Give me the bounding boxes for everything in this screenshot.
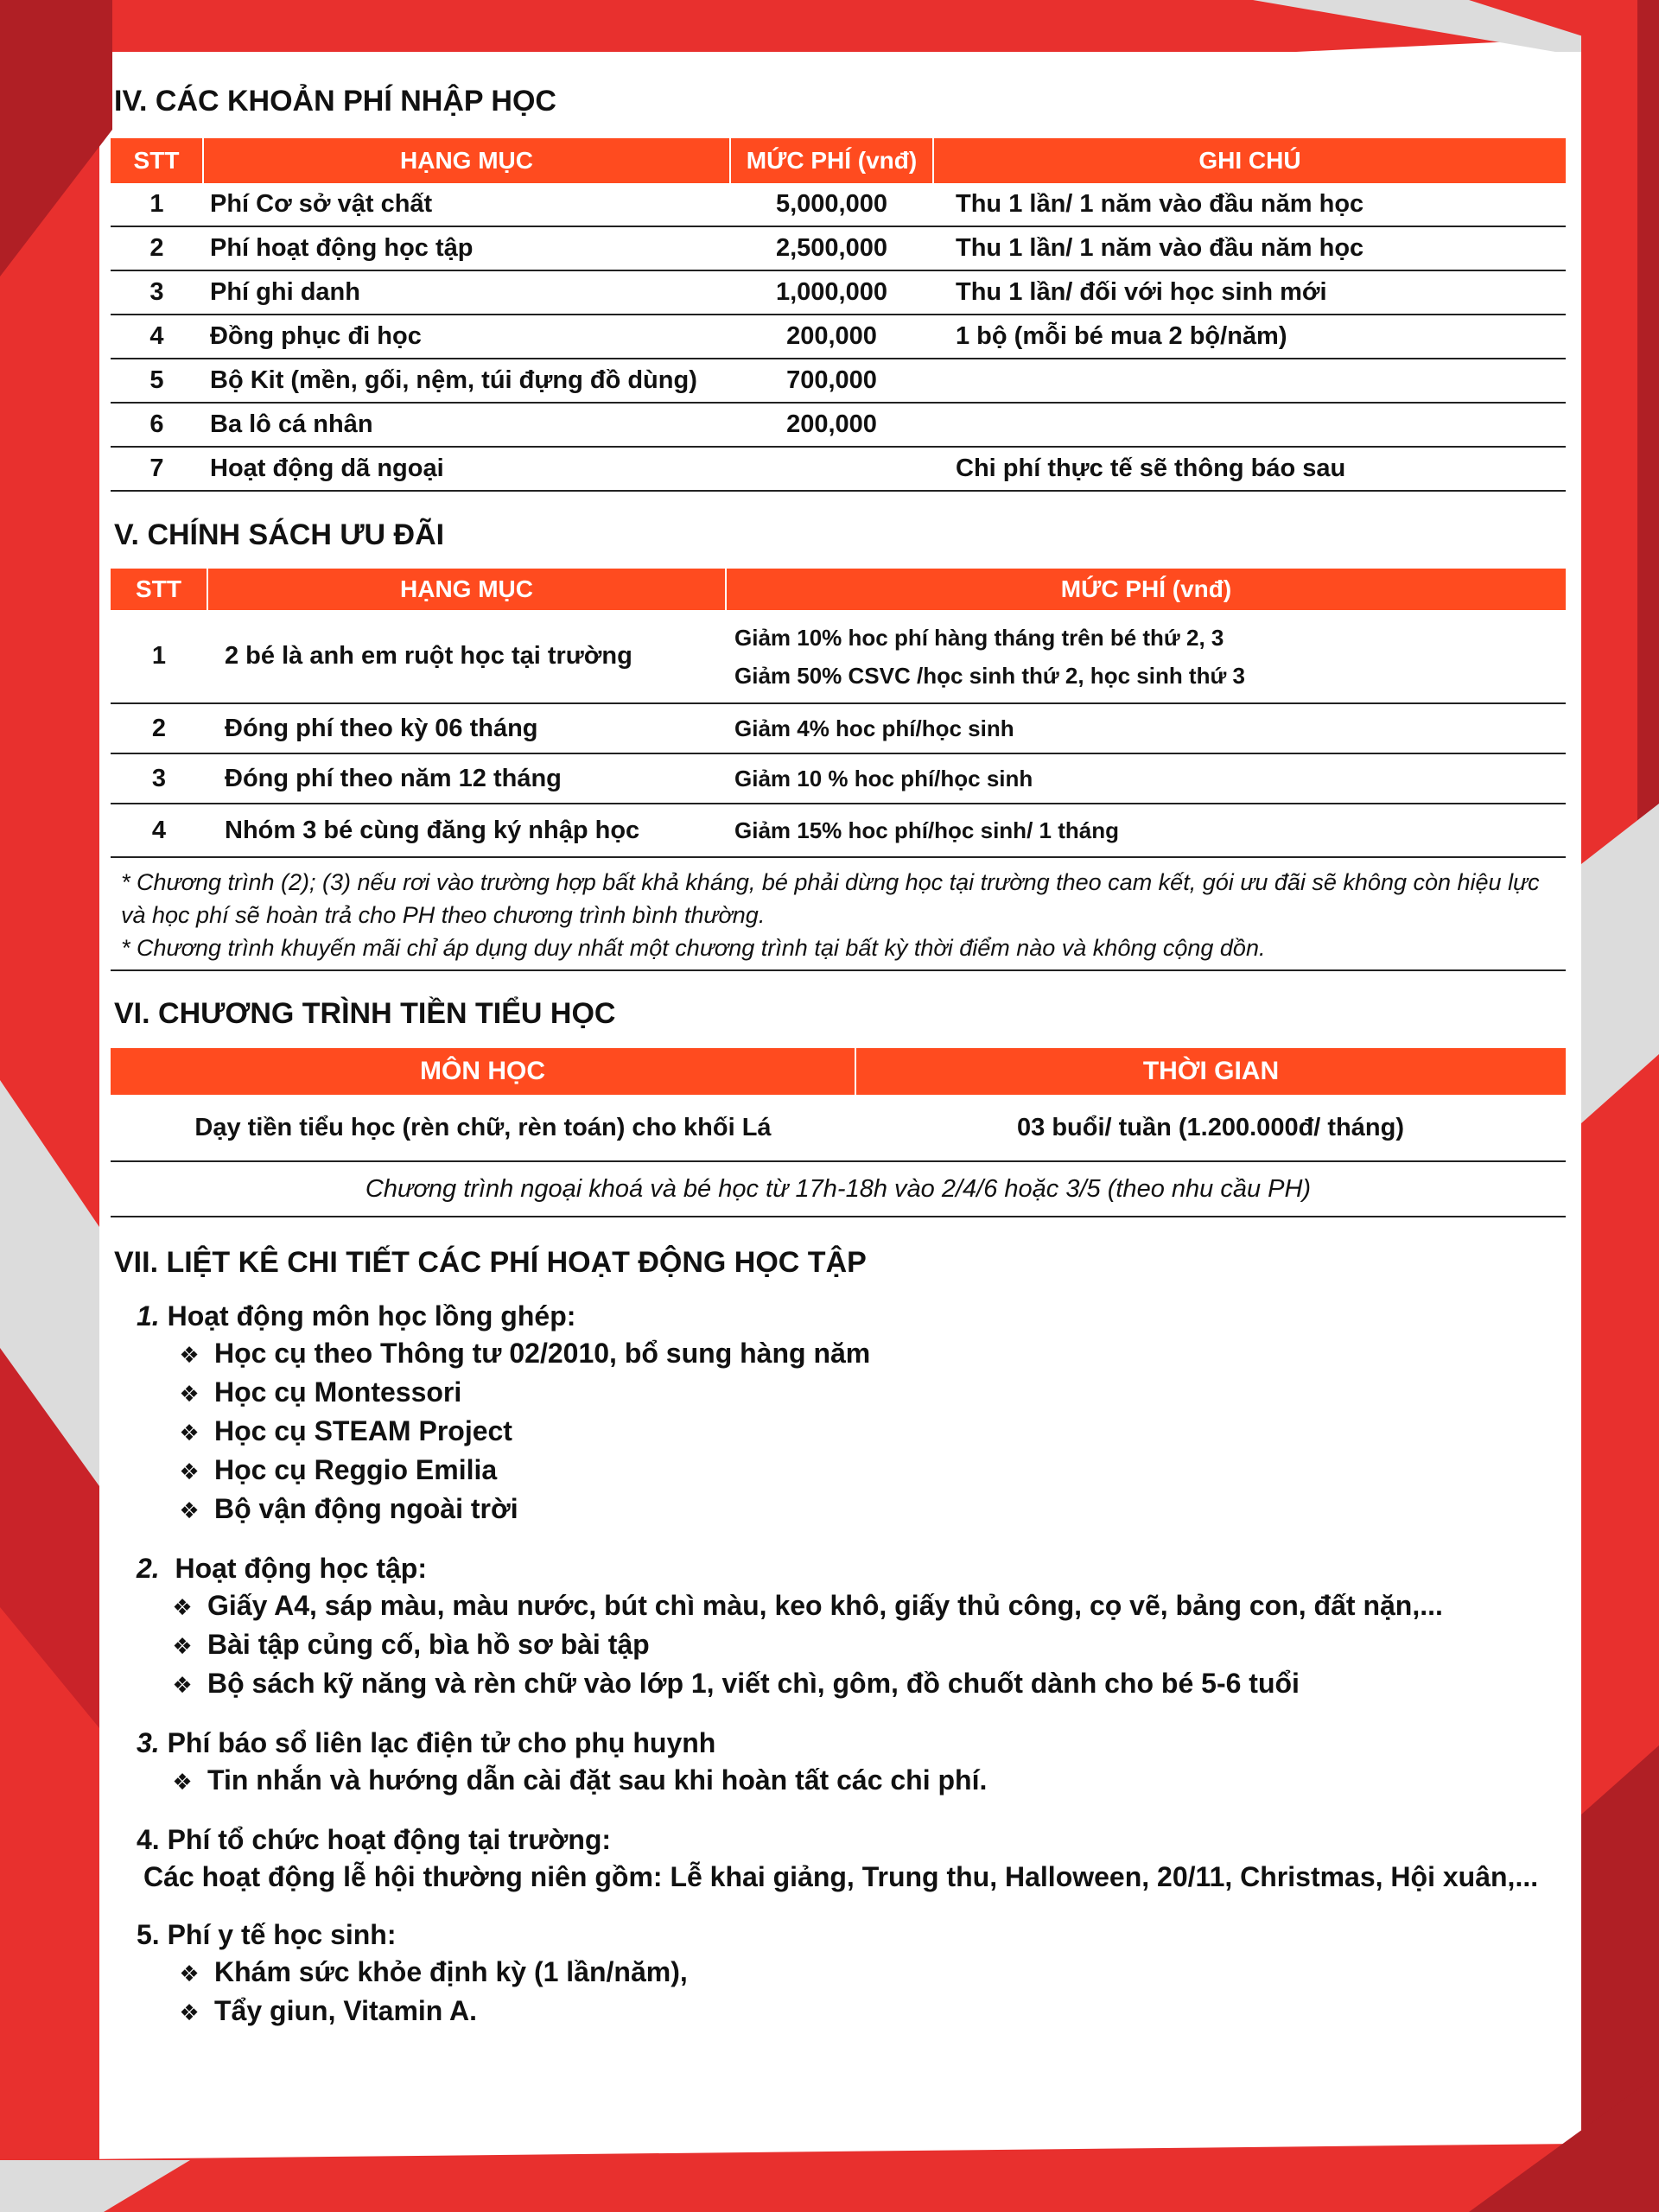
table-header-row [111,569,1566,610]
fee-line: Giảm 50% CSVC /học sinh thứ 2, học sinh thứ 3 [734,662,1245,689]
list-item: ❖ Học cụ theo Thông tư 02/2010, bổ sung hàng năm [137,1335,1562,1374]
group-text: Các hoạt động lễ hội thường niên gồm: Lễ khai giảng, Trung thu, Halloween, 20/11, Christmas, Hội xuân,... [143,1861,1539,1892]
cell-item: Đồng phục đi học [203,315,730,359]
cell-stt: 6 [111,403,203,447]
header-stt: STT [111,569,207,610]
cell-item: Đóng phí theo năm 12 tháng [207,753,726,804]
cell-item: Bộ Kit (mền, gối, nệm, túi đựng đồ dùng) [203,359,730,403]
group-heading: 5. Phí y tế học sinh: [137,1919,397,1950]
table-row [111,610,1566,703]
header-fee: MỨC PHÍ (vnđ) [730,138,933,183]
cell-item: 2 bé là anh em ruột học tại trường [207,610,726,703]
diamond-cross-icon: ❖ [179,1961,200,1986]
diamond-cross-icon: ❖ [179,1381,200,1407]
cell-fee: 700,000 [730,359,933,403]
cell-fee: Giảm 15% hoc phí/học sinh/ 1 tháng [726,804,1566,857]
cell-note: 1 bộ (mỗi bé mua 2 bộ/năm) [933,315,1566,359]
section-iv-title: IV. CÁC KHOẢN PHÍ NHẬP HỌC [114,85,556,118]
list-item: ❖ Khám sức khỏe định kỳ (1 lần/năm), [137,1954,1562,1993]
list-item: ❖ Bài tập củng cố, bìa hồ sơ bài tập [137,1626,1562,1665]
list-item: ❖ Bộ vận động ngoài trời [137,1491,1562,1529]
cell-item: Phí ghi danh [203,270,730,315]
header-item: HẠNG MỤC [207,569,726,610]
activity-fee-list [137,1298,1562,2031]
cell-note [933,403,1566,447]
group-heading: 1. Hoạt động môn học lồng ghép: [137,1300,576,1332]
cell-fee [730,447,933,491]
note-line: * Chương trình (2); (3) nếu rơi vào trường hợp bất khả kháng, bé phải dừng học tại trường theo cam kết, gói ưu đãi sẽ không còn hiệu lực và học phí sẽ hoàn trả cho PH theo chương trình bình thường. [121,869,1540,928]
cell-note: Thu 1 lần/ đối với học sinh mới [933,270,1566,315]
table-row [111,270,1566,315]
table-header-row [111,138,1566,183]
cell-stt: 3 [111,270,203,315]
cell-item: Phí hoạt động học tập [203,226,730,270]
cell-fee: Giảm 10 % hoc phí/học sinh [726,753,1566,804]
diamond-cross-icon: ❖ [179,1420,200,1446]
cell-stt: 4 [111,804,207,857]
cell-stt: 4 [111,315,203,359]
program-note: Chương trình ngoại khoá và bé học từ 17h-18h vào 2/4/6 hoặc 3/5 (theo nhu cầu PH) [111,1161,1566,1217]
cell-note: Chi phí thực tế sẽ thông báo sau [933,447,1566,491]
cell-subject: Dạy tiền tiểu học (rèn chữ, rèn toán) cho khối Lá [111,1095,855,1161]
diamond-cross-icon: ❖ [172,1633,193,1659]
header-note: GHI CHÚ [933,138,1566,183]
table-row [111,703,1566,753]
cell-fee: 200,000 [730,403,933,447]
cell-fee: 200,000 [730,315,933,359]
cell-item: Phí Cơ sở vật chất [203,183,730,226]
diamond-cross-icon: ❖ [179,1459,200,1484]
table-header-row [111,1048,1566,1095]
section-vi-title: VI. CHƯƠNG TRÌNH TIỀN TIỂU HỌC [114,997,616,1030]
note-line: * Chương trình khuyến mãi chỉ áp dụng duy nhất một chương trình tại bất kỳ thời điểm nào và không cộng dồn. [121,935,1266,961]
list-item: ❖ Giấy A4, sáp màu, màu nước, bút chì màu, keo khô, giấy thủ công, cọ vẽ, bảng con, đất nặn,... [137,1587,1562,1626]
header-item: HẠNG MỤC [203,138,730,183]
table-row [111,804,1566,857]
discount-notes [121,866,1564,964]
diamond-cross-icon: ❖ [172,1769,193,1795]
table-row [111,403,1566,447]
table-row [111,359,1566,403]
cell-stt: 5 [111,359,203,403]
cell-fee: 1,000,000 [730,270,933,315]
cell-stt: 2 [111,226,203,270]
table-row [111,183,1566,226]
group-heading: 2. Hoạt động học tập: [137,1553,427,1584]
cell-fee [726,610,1566,703]
divider [111,969,1566,971]
fee-line: Giảm 10% hoc phí hàng tháng trên bé thứ 2, 3 [734,624,1224,651]
list-item: ❖ Học cụ Reggio Emilia [137,1452,1562,1491]
header-subject: MÔN HỌC [111,1048,855,1095]
header-time: THỜI GIAN [855,1048,1566,1095]
list-item: ❖ Học cụ STEAM Project [137,1413,1562,1452]
section-v-title: V. CHÍNH SÁCH ƯU ĐÃI [114,518,445,551]
diamond-cross-icon: ❖ [179,1999,200,2025]
pre-primary-table [111,1048,1566,1217]
discount-policy-table [111,569,1566,858]
admission-fees-table [111,138,1566,492]
cell-note: Thu 1 lần/ 1 năm vào đầu năm học [933,226,1566,270]
cell-fee: Giảm 4% hoc phí/học sinh [726,703,1566,753]
group-heading: 4. Phí tổ chức hoạt động tại trường: [137,1824,612,1855]
cell-item: Nhóm 3 bé cùng đăng ký nhập học [207,804,726,857]
list-item: ❖ Bộ sách kỹ năng và rèn chữ vào lớp 1, viết chì, gôm, đồ chuốt dành cho bé 5-6 tuổi [137,1665,1562,1704]
cell-item: Ba lô cá nhân [203,403,730,447]
table-row [111,753,1566,804]
table-row [111,315,1566,359]
table-row [111,1161,1566,1217]
table-row [111,447,1566,491]
cell-fee: 5,000,000 [730,183,933,226]
group-heading: 3. Phí báo sổ liên lạc điện tử cho phụ huynh [137,1727,716,1758]
list-item: ❖ Tin nhắn và hướng dẫn cài đặt sau khi hoàn tất các chi phí. [137,1762,1562,1801]
header-stt: STT [111,138,203,183]
cell-stt: 1 [111,610,207,703]
cell-stt: 3 [111,753,207,804]
cell-time: 03 buổi/ tuần (1.200.000đ/ tháng) [855,1095,1566,1161]
cell-stt: 1 [111,183,203,226]
cell-item: Đóng phí theo kỳ 06 tháng [207,703,726,753]
diamond-cross-icon: ❖ [172,1672,193,1698]
cell-stt: 7 [111,447,203,491]
diamond-cross-icon: ❖ [179,1497,200,1523]
cell-fee: 2,500,000 [730,226,933,270]
cell-stt: 2 [111,703,207,753]
cell-note: Thu 1 lần/ 1 năm vào đầu năm học [933,183,1566,226]
list-item: ❖ Học cụ Montessori [137,1374,1562,1413]
table-row [111,226,1566,270]
section-vii-title: VII. LIỆT KÊ CHI TIẾT CÁC PHÍ HOẠT ĐỘNG HỌC TẬP [114,1246,867,1279]
diamond-cross-icon: ❖ [179,1342,200,1368]
table-row [111,1095,1566,1161]
diamond-cross-icon: ❖ [172,1594,193,1620]
list-item: ❖ Tẩy giun, Vitamin A. [137,1993,1562,2031]
cell-item: Hoạt động dã ngoại [203,447,730,491]
cell-note [933,359,1566,403]
header-fee: MỨC PHÍ (vnđ) [726,569,1566,610]
